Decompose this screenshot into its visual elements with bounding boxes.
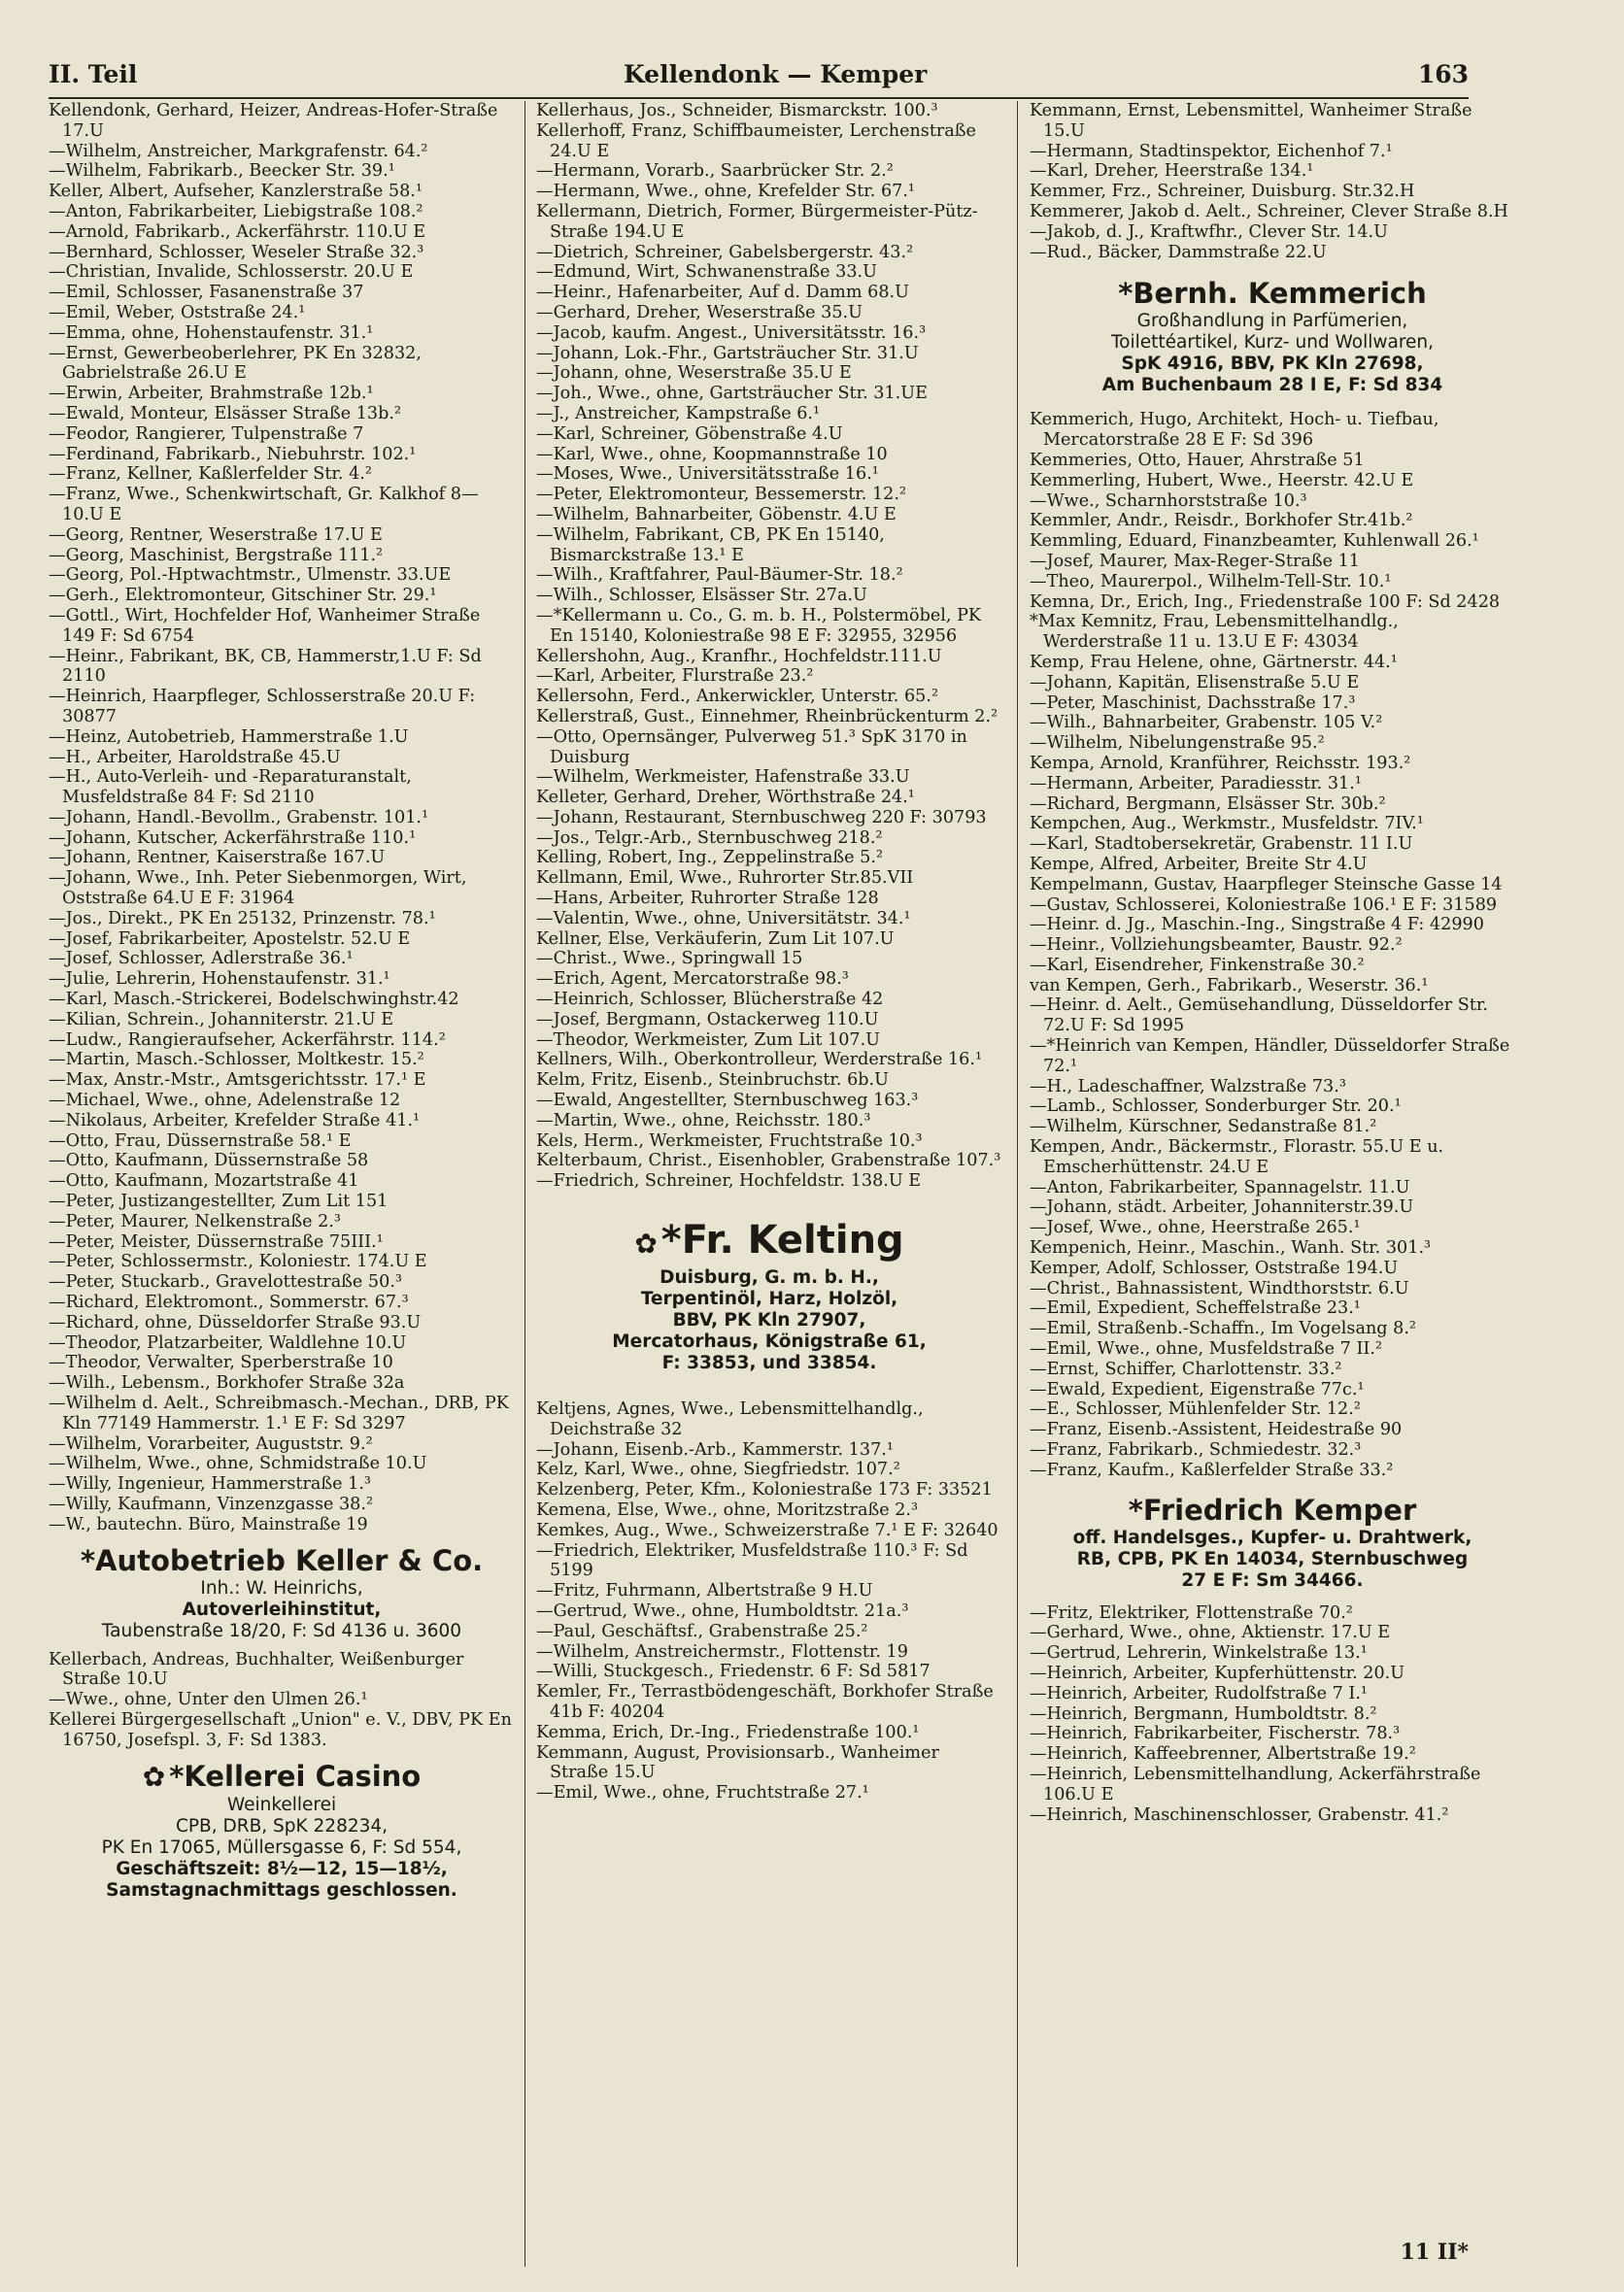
directory-entry: —E., Schlosser, Mühlenfelder Str. 12.² xyxy=(1030,1399,1361,1420)
directory-entry: —Heinr., Fabrikant, BK, CB, Hammerstr,1.U F: Sd 2110 xyxy=(49,646,482,687)
directory-entry: —Hans, Arbeiter, Ruhrorter Straße 128 xyxy=(536,889,879,909)
directory-entry: Kelterbaum, Christ., Eisenhobler, Grabenstraße 107.³ xyxy=(536,1151,1001,1171)
directory-entry: —Ewald, Angestellter, Sternbuschweg 163.³ xyxy=(536,1091,919,1111)
directory-entry: —Johann, ohne, Weserstraße 35.U E xyxy=(536,363,852,384)
directory-entry: Kemmann, August, Provisionsarb., Wanheimer Straße 15.U xyxy=(536,1742,939,1783)
printer-signature: 11 II* xyxy=(1400,2240,1469,2265)
directory-entry: —Franz, Eisenb.-Assistent, Heidestraße 90 xyxy=(1030,1420,1403,1440)
directory-entry: Kellendonk, Gerhard, Heizer, Andreas-Hofer-Straße 17.U xyxy=(49,101,498,141)
ad-line: SpK 4916, BBV, PK Kln 27698, xyxy=(1121,354,1424,375)
directory-entry: —Heinrich, Lebensmittelhandlung, Ackerfährstraße 106.U E xyxy=(1030,1764,1481,1804)
directory-entry: —Christian, Invalide, Schlosserstr. 20.U E xyxy=(49,262,414,283)
directory-entry: —Johann, Wwe., Inh. Peter Siebenmorgen, Wirt, Oststraße 64.U E F: 31964 xyxy=(49,868,467,909)
directory-entry: Kemma, Erich, Dr.-Ing., Friedenstraße 100.¹ xyxy=(536,1722,920,1742)
directory-entry: —*Kellermann u. Co., G. m. b. H., Polstermöbel, PK En 15140, Koloniestraße 98 E F: 32955, 32956 xyxy=(536,605,982,646)
directory-entry: Kellerhaus, Jos., Schneider, Bismarckstr. 100.³ xyxy=(536,101,938,120)
ad-line: off. Handelsges., Kupfer- u. Drahtwerk, xyxy=(1072,1527,1472,1548)
column-divider xyxy=(1017,101,1018,2267)
directory-entry: Kellerbach, Andreas, Buchhalter, Weißenburger Straße 10.U xyxy=(49,1649,464,1690)
header-section: II. Teil xyxy=(49,60,138,88)
directory-entry: —Ferdinand, Fabrikarb., Niebuhrstr. 102.¹ xyxy=(49,444,417,464)
directory-entry: —Heinr. d. Aelt., Gemüsehandlung, Düsseldorfer Str. 72.U F: Sd 1995 xyxy=(1030,995,1488,1036)
directory-entry: Kempa, Arnold, Kranführer, Reichsstr. 193.² xyxy=(1030,753,1411,773)
directory-entry: —Emil, Expedient, Scheffelstraße 23.¹ xyxy=(1030,1298,1361,1319)
directory-entry: —Ludw., Rangieraufseher, Ackerfährstr. 114.² xyxy=(49,1029,446,1050)
directory-entry: Kellner, Else, Verkäuferin, Zum Lit 107.U xyxy=(536,928,895,949)
directory-entry: —Josef, Wwe., ohne, Heerstraße 265.¹ xyxy=(1030,1218,1361,1238)
directory-entry: Kelz, Karl, Wwe., ohne, Siegfriedstr. 107.² xyxy=(536,1460,900,1480)
directory-entry: —Arnold, Fabrikarb., Ackerfährstr. 110.U E xyxy=(49,221,426,242)
directory-entry: Kemmer, Frz., Schreiner, Duisburg. Str.32.H xyxy=(1030,182,1415,202)
directory-entry: —Heinr. d. Jg., Maschin.-Ing., Singstraße 4 F: 42990 xyxy=(1030,915,1484,935)
directory-entry: —Johann, städt. Arbeiter, Johanniterstr.39.U xyxy=(1030,1197,1414,1218)
directory-entry: —Jacob, kaufm. Angest., Universitätsstr. 16.³ xyxy=(536,322,927,343)
directory-entry: —Erich, Agent, Mercatorstraße 98.³ xyxy=(536,969,849,990)
directory-entry: —Peter, Maschinist, Dachsstraße 17.³ xyxy=(1030,692,1356,713)
directory-entry: —Josef, Fabrikarbeiter, Apostelstr. 52.U E xyxy=(49,928,411,949)
directory-entry: —Emil, Weber, Oststraße 24.¹ xyxy=(49,302,306,322)
directory-entry: —Moses, Wwe., Universitätsstraße 16.¹ xyxy=(536,464,879,485)
directory-entry: —Otto, Frau, Düssernstraße 58.¹ E xyxy=(49,1130,352,1151)
ad-title: *Friedrich Kemper xyxy=(1128,1493,1417,1527)
directory-entry: Kempe, Alfred, Arbeiter, Breite Str 4.U xyxy=(1030,854,1368,874)
directory-entry: Keller, Albert, Aufseher, Kanzlerstraße 58.¹ xyxy=(49,182,423,202)
ad-line: 27 E F: Sm 34466. xyxy=(1181,1569,1364,1591)
directory-entry: Kempelmann, Gustav, Haarpfleger Steinsche Gasse 14 xyxy=(1030,874,1503,894)
column-2 xyxy=(536,101,1002,1803)
directory-entry: —Karl, Masch.-Strickerei, Bodelschwinghstr.42 xyxy=(49,990,459,1010)
directory-entry: —Wwe., Scharnhorststraße 10.³ xyxy=(1030,490,1307,511)
directory-entry: —Willy, Kaufmann, Vinzenzgasse 38.² xyxy=(49,1494,374,1514)
directory-entry: —Hermann, Arbeiter, Paradiesstr. 31.¹ xyxy=(1030,773,1362,793)
page-header xyxy=(49,60,1469,95)
directory-entry: —Hermann, Vorarb., Saarbrücker Str. 2.² xyxy=(536,161,894,182)
directory-entry: —Heinrich, Bergmann, Humboldtstr. 8.² xyxy=(1030,1703,1377,1724)
directory-entry: Kellermann, Dietrich, Former, Bürgermeister-Pütz-Straße 194.U E xyxy=(536,201,978,242)
directory-entry: —Otto, Kaufmann, Mozartstraße 41 xyxy=(49,1171,359,1192)
directory-entry: —J., Anstreicher, Kampstraße 6.¹ xyxy=(536,403,821,423)
directory-entry: —Richard, Bergmann, Elsässer Str. 30b.² xyxy=(1030,793,1386,814)
directory-entry: —Johann, Handl.-Bevollm., Grabenstr. 101.¹ xyxy=(49,807,429,827)
directory-entry: —Peter, Elektromonteur, Bessemerstr. 12.² xyxy=(536,485,907,505)
directory-entry: Kemmerling, Hubert, Wwe., Heerstr. 42.U E xyxy=(1030,470,1414,490)
ad-line: Terpentinöl, Harz, Holzöl, xyxy=(640,1289,898,1310)
directory-entry: —Otto, Kaufmann, Düssernstraße 58 xyxy=(49,1151,369,1171)
directory-entry: Kemp, Frau Helene, ohne, Gärtnerstr. 44.¹ xyxy=(1030,652,1398,672)
directory-entry: —Heinrich, Kaffeebrenner, Albertstraße 19.² xyxy=(1030,1744,1416,1765)
directory-entry: Keltjens, Agnes, Wwe., Lebensmittelhandlg., Deichstraße 32 xyxy=(536,1399,924,1439)
directory-entry: —Michael, Wwe., ohne, Adelenstraße 12 xyxy=(49,1091,401,1111)
header-rule xyxy=(49,97,1469,99)
directory-entry: Kels, Herm., Werkmeister, Fruchtstraße 10.³ xyxy=(536,1130,923,1151)
directory-entry: —Georg, Maschinist, Bergstraße 111.² xyxy=(49,545,384,565)
ad-line: Mercatorhaus, Königstraße 61, xyxy=(612,1331,927,1353)
directory-entry: —Wilhelm d. Aelt., Schreibmasch.-Mechan., DRB, PK Kln 77149 Hammerstr. 1.¹ E F: Sd 3297 xyxy=(49,1394,509,1433)
directory-entry: —Richard, Elektromont., Sommerstr. 67.³ xyxy=(49,1293,409,1313)
directory-entry: —Johann, Kapitän, Elisenstraße 5.U E xyxy=(1030,672,1360,692)
directory-entry: Kemmerer, Jakob d. Aelt., Schreiner, Clever Straße 8.H xyxy=(1030,201,1508,221)
directory-entry: —Martin, Wwe., ohne, Reichsstr. 180.³ xyxy=(536,1110,871,1130)
directory-entry: —Gottl., Wirt, Hochfelder Hof, Wanheimer Straße 149 F: Sd 6754 xyxy=(49,605,481,646)
ad-line: Weinkellerei xyxy=(226,1794,337,1815)
directory-entry: —Heinrich, Haarpfleger, Schlosserstraße 20.U F: 30877 xyxy=(49,687,476,726)
directory-entry: —Wilh., Bahnarbeiter, Grabenstr. 105 V.² xyxy=(1030,713,1383,733)
ad-line: CPB, DRB, SpK 228234, xyxy=(175,1815,389,1837)
directory-entry: Kemmler, Andr., Reisdr., Borkhofer Str.41b.² xyxy=(1030,511,1413,531)
ad-kellerei-casino xyxy=(49,1759,515,1902)
directory-entry: —Wilhelm, Fabrikant, CB, PK En 15140, Bismarckstraße 13.¹ E xyxy=(536,524,885,565)
directory-entry: —Heinrich, Maschinenschlosser, Grabenstr. 41.² xyxy=(1030,1804,1449,1825)
directory-entry: —Peter, Maurer, Nelkenstraße 2.³ xyxy=(49,1211,341,1231)
directory-entry: —Jos., Direkt., PK En 25132, Prinzenstr. 78.¹ xyxy=(49,908,436,928)
directory-entry: —Heinrich, Arbeiter, Rudolfstraße 7 I.¹ xyxy=(1030,1683,1368,1703)
directory-entry: —Valentin, Wwe., ohne, Universitätstr. 34.¹ xyxy=(536,908,911,928)
directory-entry: Kelleter, Gerhard, Dreher, Wörthstraße 24.¹ xyxy=(536,788,915,808)
directory-entry: —Peter, Justizangestellter, Zum Lit 151 xyxy=(49,1192,389,1212)
directory-entry: —Josef, Maurer, Max-Reger-Straße 11 xyxy=(1030,551,1360,571)
directory-entry: Kellershohn, Aug., Kranfhr., Hochfeldstr.111.U xyxy=(536,646,942,666)
directory-entry: Kellersohn, Ferd., Ankerwickler, Unterstr. 65.² xyxy=(536,687,939,707)
directory-entry: —H., Auto-Verleih- und -Reparaturanstalt, Musfeldstraße 84 F: Sd 2110 xyxy=(49,767,412,808)
directory-entry: —Ernst, Gewerbeoberlehrer, PK En 32832, Gabrielstraße 26.U E xyxy=(49,343,422,384)
directory-entry: —Paul, Geschäftsf., Grabenstraße 25.² xyxy=(536,1621,868,1641)
directory-entry: —Emil, Wwe., ohne, Musfeldstraße 7 II.² xyxy=(1030,1339,1383,1360)
directory-entry: —Edmund, Wirt, Schwanenstraße 33.U xyxy=(536,262,877,283)
directory-entry: Kemmann, Ernst, Lebensmittel, Wanheimer Straße 15.U xyxy=(1030,101,1472,141)
column-3 xyxy=(1030,101,1515,1825)
directory-entry: —Gertrud, Lehrerin, Winkelstraße 13.¹ xyxy=(1030,1643,1368,1664)
directory-entry: —Jakob, d. J., Kraftwfhr., Clever Str. 14.U xyxy=(1030,221,1388,242)
directory-entry: —Johann, Lok.-Fhr., Gartsträucher Str. 31.U xyxy=(536,343,919,363)
directory-entry: —Johann, Rentner, Kaiserstraße 167.U xyxy=(49,848,386,868)
directory-entry: —W., bautechn. Büro, Mainstraße 19 xyxy=(49,1514,368,1534)
directory-entry: —Theo, Maurerpol., Wilhelm-Tell-Str. 10.¹ xyxy=(1030,571,1392,591)
directory-entry: —Wilhelm, Nibelungenstraße 95.² xyxy=(1030,733,1325,754)
wreath-logo-icon: ✿ xyxy=(634,1228,658,1261)
directory-entry: —Karl, Stadtobersekretär, Grabenstr. 11 I.U xyxy=(1030,834,1413,855)
directory-entry: —Rud., Bäcker, Dammstraße 22.U xyxy=(1030,242,1327,262)
directory-entry: —Heinrich, Schlosser, Blücherstraße 42 xyxy=(536,990,884,1010)
directory-entry: —Max, Anstr.-Mstr., Amtsgerichtsstr. 17.¹ E xyxy=(49,1070,426,1091)
directory-entry: *Max Kemnitz, Frau, Lebensmittelhandlg., Werderstraße 11 u. 13.U E F: 43034 xyxy=(1030,612,1399,653)
directory-entry: —Theodor, Platzarbeiter, Waldlehne 10.U xyxy=(49,1332,407,1353)
directory-entry: —Wilhelm, Fabrikarb., Beecker Str. 39.¹ xyxy=(49,161,395,182)
directory-entry: —Josef, Bergmann, Ostackerweg 110.U xyxy=(536,1009,879,1029)
ad-friedrich-kemper xyxy=(1030,1493,1515,1592)
directory-entry: van Kempen, Gerh., Fabrikarb., Weserstr. 36.¹ xyxy=(1030,975,1429,995)
directory-entry: —Ewald, Monteur, Elsässer Straße 13b.² xyxy=(49,403,402,423)
ad-line: Inh.: W. Heinrichs, xyxy=(200,1577,363,1599)
ad-line: Großhandlung in Parfümerien, xyxy=(1136,311,1408,332)
directory-entry: —Georg, Rentner, Weserstraße 17.U E xyxy=(49,524,383,545)
directory-entry: —Gustav, Schlosserei, Koloniestraße 106.¹ E F: 31589 xyxy=(1030,894,1498,915)
directory-entry: Kemper, Adolf, Schlosser, Oststraße 194.U xyxy=(1030,1258,1399,1278)
directory-entry: Kempen, Andr., Bäckermstr., Florastr. 55.U E u. Emscherhüttenstr. 24.U E xyxy=(1030,1137,1444,1177)
directory-entry: —Joh., Wwe., ohne, Gartsträucher Str. 31.UE xyxy=(536,384,928,404)
directory-entry: Kemmeries, Otto, Hauer, Ahrstraße 51 xyxy=(1030,450,1365,470)
directory-entry: —Karl, Wwe., ohne, Koopmannstraße 10 xyxy=(536,444,888,464)
directory-entry: —Julie, Lehrerin, Hohenstaufenstr. 31.¹ xyxy=(49,969,390,990)
directory-entry: —Hermann, Wwe., ohne, Krefelder Str. 67.¹ xyxy=(536,182,915,202)
directory-entry: —Heinrich, Arbeiter, Kupferhüttenstr. 20.U xyxy=(1030,1664,1405,1683)
directory-entry: —Johann, Restaurant, Sternbuschweg 220 F: 30793 xyxy=(536,807,987,827)
directory-entry: —Feodor, Rangierer, Tulpenstraße 7 xyxy=(49,423,364,444)
directory-entry: —Franz, Kellner, Kaßlerfelder Str. 4.² xyxy=(49,464,372,485)
directory-entry: —Ewald, Expedient, Eigenstraße 77c.¹ xyxy=(1030,1379,1365,1399)
directory-entry: —Richard, ohne, Düsseldorfer Straße 93.U xyxy=(49,1312,422,1332)
ad-autobetrieb-keller xyxy=(49,1543,515,1642)
directory-entry: —Willy, Ingenieur, Hammerstraße 1.³ xyxy=(49,1474,371,1495)
directory-entry: —Gerhard, Dreher, Weserstraße 35.U xyxy=(536,302,863,322)
directory-entry: Kelm, Fritz, Eisenb., Steinbruchstr. 6b.U xyxy=(536,1070,889,1091)
directory-entry: —Johann, Kutscher, Ackerfährstraße 110.¹ xyxy=(49,827,417,848)
directory-entry: —Karl, Schreiner, Göbenstraße 4.U xyxy=(536,423,843,444)
directory-entry: —Josef, Schlosser, Adlerstraße 36.¹ xyxy=(49,949,354,969)
ad-line: Autoverleihinstitut, xyxy=(182,1599,382,1620)
directory-entry: —Heinr., Vollziehungsbeamter, Baustr. 92.² xyxy=(1030,935,1403,956)
page-number: 163 xyxy=(1417,60,1469,88)
directory-entry: —Anton, Fabrikarbeiter, Liebigstraße 108.² xyxy=(49,201,423,221)
directory-entry: —Friedrich, Elektriker, Musfeldstraße 110.³ F: Sd 5199 xyxy=(536,1540,968,1581)
directory-entry: —Erwin, Arbeiter, Brahmstraße 12b.¹ xyxy=(49,384,374,404)
directory-entry: —Franz, Wwe., Schenkwirtschaft, Gr. Kalkhof 8—10.U E xyxy=(49,485,479,524)
directory-entry: —Peter, Stuckarb., Gravelottestraße 50.³ xyxy=(49,1272,402,1293)
directory-entry: —Peter, Meister, Düssernstraße 75III.¹ xyxy=(49,1231,384,1252)
directory-entry: —Wilhelm, Vorarbeiter, Auguststr. 9.² xyxy=(49,1433,373,1454)
directory-entry: —Wilh., Schlosser, Elsässer Str. 27a.U xyxy=(536,586,867,606)
directory-entry: Kemmerich, Hugo, Architekt, Hoch- u. Tiefbau, Mercatorstraße 28 E F: Sd 396 xyxy=(1030,410,1439,451)
ad-fr-kelting xyxy=(536,1217,1002,1374)
directory-entry: —Franz, Fabrikarb., Schmiedestr. 32.³ xyxy=(1030,1440,1362,1461)
directory-entry: —Christ., Wwe., Springwall 15 xyxy=(536,949,803,969)
ad-title: *Kellerei Casino xyxy=(169,1759,422,1793)
header-range: Kellendonk — Kemper xyxy=(624,60,928,88)
directory-entry: Kelzenberg, Peter, Kfm., Koloniestraße 173 F: 33521 xyxy=(536,1480,993,1500)
directory-entry: —Willi, Stuckgesch., Friedenstr. 6 F: Sd 5817 xyxy=(536,1662,930,1682)
directory-entry: Kemkes, Aug., Wwe., Schweizerstraße 7.¹ E F: 32640 xyxy=(536,1520,998,1540)
directory-entry: —Karl, Dreher, Heerstraße 134.¹ xyxy=(1030,161,1314,182)
directory-entry: —Wilhelm, Bahnarbeiter, Göbenstr. 4.U E xyxy=(536,504,897,524)
column-divider xyxy=(524,101,525,2267)
directory-entry: —Franz, Kaufm., Kaßlerfelder Straße 33.² xyxy=(1030,1460,1394,1480)
directory-entry: —Ernst, Schiffer, Charlottenstr. 33.² xyxy=(1030,1359,1342,1379)
directory-entry: —Wilhelm, Anstreichermstr., Flottenstr. 19 xyxy=(536,1641,908,1662)
directory-entry: —H., Arbeiter, Haroldstraße 45.U xyxy=(49,747,341,767)
directory-entry: Kellmann, Emil, Wwe., Ruhrorter Str.85.VII xyxy=(536,868,914,889)
directory-entry: Kemler, Fr., Terrastbödengeschäft, Borkhofer Straße 41b F: 40204 xyxy=(536,1682,994,1722)
directory-entry: —Anton, Fabrikarbeiter, Spannagelstr. 11.U xyxy=(1030,1177,1410,1197)
directory-entry: —Wilh., Lebensm., Borkhofer Straße 32a xyxy=(49,1373,405,1394)
directory-entry: —Johann, Eisenb.-Arb., Kammerstr. 137.¹ xyxy=(536,1439,894,1460)
directory-entry: —Friedrich, Schreiner, Hochfeldstr. 138.U E xyxy=(536,1171,922,1192)
directory-entry: —Georg, Pol.-Hptwachtmstr., Ulmenstr. 33.UE xyxy=(49,565,452,586)
directory-entry: —Fritz, Fuhrmann, Albertstraße 9 H.U xyxy=(536,1581,873,1601)
directory-entry: —Nikolaus, Arbeiter, Krefelder Straße 41.¹ xyxy=(49,1110,421,1130)
ad-bernh-kemmerich xyxy=(1030,276,1515,396)
directory-entry: —Peter, Schlossermstr., Koloniestr. 174.U E xyxy=(49,1252,427,1272)
directory-entry: —Emil, Straßenb.-Schaffn., Im Vogelsang 8.² xyxy=(1030,1319,1416,1339)
directory-entry: —Kilian, Schrein., Johanniterstr. 21.U E xyxy=(49,1009,394,1029)
directory-entry: Kellerhoff, Franz, Schiffbaumeister, Lerchenstraße 24.U E xyxy=(536,120,976,161)
directory-entry: —Heinrich, Fabrikarbeiter, Fischerstr. 78.³ xyxy=(1030,1724,1401,1744)
directory-entry: —Dietrich, Schreiner, Gabelsbergerstr. 43.² xyxy=(536,242,914,262)
directory-entry: Kelling, Robert, Ing., Zeppelinstraße 5.² xyxy=(536,848,883,868)
ad-title: *Bernh. Kemmerich xyxy=(1118,277,1427,311)
directory-entry: —Lamb., Schlosser, Sonderburger Str. 20.¹ xyxy=(1030,1096,1402,1117)
directory-entry: —Wilhelm, Kürschner, Sedanstraße 81.² xyxy=(1030,1117,1377,1137)
column-1 xyxy=(49,101,515,1909)
directory-entry: Kellerstraß, Gust., Einnehmer, Rheinbrückenturm 2.² xyxy=(536,706,998,726)
directory-entry: —Wwe., ohne, Unter den Ulmen 26.¹ xyxy=(49,1690,368,1710)
directory-entry: —Theodor, Verwalter, Sperberstraße 10 xyxy=(49,1353,393,1373)
directory-entry: —*Heinrich van Kempen, Händler, Düsseldorfer Straße 72.¹ xyxy=(1030,1036,1510,1076)
directory-entry: —Wilh., Kraftfahrer, Paul-Bäumer-Str. 18.² xyxy=(536,565,903,586)
directory-entry: —Otto, Opernsänger, Pulverweg 51.³ SpK 3170 in Duisburg xyxy=(536,726,967,767)
directory-entry: Kempchen, Aug., Werkmstr., Musfeldstr. 7IV.¹ xyxy=(1030,814,1424,834)
ad-line: Duisburg, G. m. b. H., xyxy=(660,1267,879,1289)
directory-entry: —Gerhard, Wwe., ohne, Aktienstr. 17.U E xyxy=(1030,1623,1391,1643)
ad-title: *Fr. Kelting xyxy=(660,1218,904,1264)
directory-entry: Kemna, Dr., Erich, Ing., Friedenstraße 100 F: Sd 2428 xyxy=(1030,591,1501,612)
directory-entry: —Emma, ohne, Hohenstaufenstr. 31.¹ xyxy=(49,322,374,343)
directory-entry: Kellerei Bürgergesellschaft „Union" e. V., DBV, PK En 16750, Josefspl. 3, F: Sd 1383. xyxy=(49,1709,512,1750)
directory-entry: —Christ., Bahnassistent, Windthorststr. 6.U xyxy=(1030,1278,1409,1298)
directory-entry: Kemmling, Eduard, Finanzbeamter, Kuhlenwall 26.¹ xyxy=(1030,531,1479,552)
directory-entry: —Martin, Masch.-Schlosser, Moltkestr. 15.² xyxy=(49,1050,424,1070)
ad-line: Toilettéartikel, Kurz- und Wollwaren, xyxy=(1110,332,1435,354)
directory-entry: —Gerh., Elektromonteur, Gitschiner Str. 29.¹ xyxy=(49,586,437,606)
directory-entry: —Emil, Wwe., ohne, Fruchtstraße 27.¹ xyxy=(536,1783,869,1803)
ad-line: Am Buchenbaum 28 I E, F: Sd 834 xyxy=(1101,375,1443,396)
ad-line: PK En 17065, Müllersgasse 6, F: Sd 554, xyxy=(101,1837,462,1858)
directory-entry: —Wilhelm, Wwe., ohne, Schmidstraße 10.U xyxy=(49,1454,427,1474)
directory-entry: —H., Ladeschaffner, Walzstraße 73.³ xyxy=(1030,1076,1346,1096)
ad-line: Geschäftszeit: 8½—12, 15—18½, Samstagnachmittags geschlossen. xyxy=(106,1858,457,1901)
directory-entry: —Karl, Arbeiter, Flurstraße 23.² xyxy=(536,666,814,687)
directory-entry: —Gertrud, Wwe., ohne, Humboldtstr. 21a.³ xyxy=(536,1601,909,1621)
directory-entry: —Theodor, Werkmeister, Zum Lit 107.U xyxy=(536,1029,881,1050)
directory-entry: —Hermann, Stadtinspektor, Eichenhof 7.¹ xyxy=(1030,141,1393,161)
directory-entry: —Heinr., Hafenarbeiter, Auf d. Damm 68.U xyxy=(536,283,909,303)
ad-line: RB, CPB, PK En 14034, Sternbuschweg xyxy=(1076,1548,1469,1569)
directory-entry: —Fritz, Elektriker, Flottenstraße 70.² xyxy=(1030,1602,1353,1623)
ad-line: F: 33853, und 33854. xyxy=(661,1353,877,1374)
directory-entry: —Emil, Schlosser, Fasanenstraße 37 xyxy=(49,283,364,303)
directory-entry: —Wilhelm, Werkmeister, Hafenstraße 33.U xyxy=(536,767,910,788)
wreath-logo-icon: ✿ xyxy=(142,1760,166,1793)
directory-entry: —Karl, Eisendreher, Finkenstraße 30.² xyxy=(1030,955,1365,975)
ad-line: Taubenstraße 18/20, F: Sd 4136 u. 3600 xyxy=(101,1620,462,1641)
directory-entry: Kempenich, Heinr., Maschin., Wanh. Str. 301.³ xyxy=(1030,1238,1432,1259)
directory-entry: —Bernhard, Schlosser, Weseler Straße 32.³ xyxy=(49,242,424,262)
ad-title: *Autobetrieb Keller & Co. xyxy=(80,1543,484,1577)
directory-entry: —Wilhelm, Anstreicher, Markgrafenstr. 64.² xyxy=(49,141,428,161)
directory-entry: —Heinz, Autobetrieb, Hammerstraße 1.U xyxy=(49,726,409,747)
directory-entry: Kemena, Else, Wwe., ohne, Moritzstraße 2.³ xyxy=(536,1500,919,1521)
ad-line: BBV, PK Kln 27907, xyxy=(672,1310,866,1331)
directory-entry: Kellners, Wilh., Oberkontrolleur, Werderstraße 16.¹ xyxy=(536,1050,983,1070)
directory-entry: —Jos., Telgr.-Arb., Sternbuschweg 218.² xyxy=(536,827,883,848)
